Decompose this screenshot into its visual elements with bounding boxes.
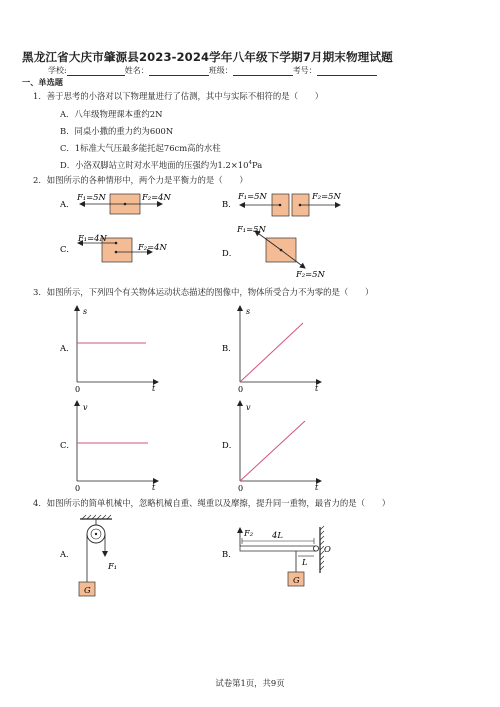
q2-figure-c [60, 233, 168, 262]
q2-figure-d [222, 224, 326, 279]
q2-d-f1: F₁=5N [237, 224, 266, 234]
svg-text:t: t [315, 483, 319, 492]
svg-text:t: t [152, 483, 156, 492]
q3-label-d: D． [222, 440, 238, 450]
q1-option-d: D．小洛双脚站立时对水平地面的压强约为$1.2\times 10^4Pa$ [60, 160, 263, 170]
svg-text:0: 0 [75, 385, 81, 394]
svg-text:G: G [293, 575, 300, 585]
q2-d-f2: F₂=5N [296, 269, 325, 279]
q2-c-f2: F₂=4N [138, 242, 167, 252]
q4-b-lever [240, 546, 316, 551]
q2-figure-a [59, 192, 172, 214]
question-3-stem: 3．如图所示，下列四个有关物体运动状态描述的图像中，物体所受合力不为零的是（ ） [33, 287, 374, 297]
q1-option-c: C．1标准大气压最多能托起76cm高的水柱 [60, 143, 221, 153]
section-heading: 一、单选题 [22, 77, 63, 87]
question-2-stem: 2．如图所示的各种情形中，两个力是平衡力的是（ ） [33, 175, 248, 185]
q2-a-f2: F₂=4N [142, 192, 171, 202]
svg-text:0: 0 [75, 484, 81, 493]
svg-text:s: s [246, 307, 251, 316]
svg-text:0: 0 [238, 484, 244, 493]
page-footer: 试卷第1页，共9页 [215, 678, 285, 688]
q4-figure-b [222, 526, 331, 586]
q2-b-f1: F₁=5N [238, 191, 267, 201]
svg-text:t: t [315, 384, 319, 393]
q4-b-pivot [313, 546, 318, 551]
svg-text:s: s [83, 307, 88, 316]
q3-graph-d [222, 401, 321, 493]
q4-label-a: A． [60, 549, 75, 559]
q4-a-f1: F₁ [108, 561, 118, 571]
q2-label-c: C． [60, 244, 75, 254]
q3-graph-c [60, 401, 158, 493]
exam-no-label: 考号： [292, 66, 317, 75]
svg-text:L: L [302, 557, 308, 567]
q3-label-b: B． [222, 343, 237, 353]
svg-text:0: 0 [238, 385, 244, 394]
svg-text:O: O [324, 544, 331, 554]
q3-d-line [240, 421, 305, 481]
q3-label-a: A． [60, 343, 75, 353]
q1-option-a: A．八年级物理课本重约2N [60, 109, 163, 119]
q4-label-b: B． [222, 549, 237, 559]
q3-b-line [240, 323, 303, 382]
question-4-stem: 4．如图所示的简单机械中，忽略机械自重、绳重以及摩擦，提升同一重物，最省力的是（ ） [33, 498, 391, 508]
q4-figure-a [59, 515, 117, 596]
q2-label-d: D． [222, 248, 238, 258]
svg-text:F₂: F₂ [244, 528, 254, 538]
svg-text:G: G [84, 585, 91, 595]
q2-a-f1: F₁=5N [77, 192, 106, 202]
q3-graph-b [222, 306, 321, 394]
q2-b-f2: F₂=5N [312, 191, 341, 201]
q3-graph-a [59, 306, 158, 394]
school-label: 学校: [48, 66, 67, 75]
q1-option-b: B．同桌小撒的重力约为600N [60, 126, 174, 136]
svg-text:v: v [83, 403, 88, 412]
question-1-stem: 1．善于思考的小洛对以下物理量进行了估测，其中与实际不相符的是（ ） [33, 91, 324, 101]
q3-label-c: C． [60, 440, 75, 450]
class-label: 班级： [208, 66, 233, 75]
svg-text:4L: 4L [272, 530, 283, 540]
q2-c-f1: F₁=4N [78, 233, 107, 243]
q2-figure-b [222, 191, 342, 216]
q2-label-b: B． [222, 199, 237, 209]
q2-label-a: A． [60, 199, 75, 209]
name-label: 姓名： [124, 66, 149, 75]
page-title: 黑龙江省大庆市肇源县2023-2024学年八年级下学期7月期末物理试题 [22, 50, 393, 64]
svg-text:t: t [152, 384, 156, 393]
svg-text:v: v [246, 403, 251, 412]
